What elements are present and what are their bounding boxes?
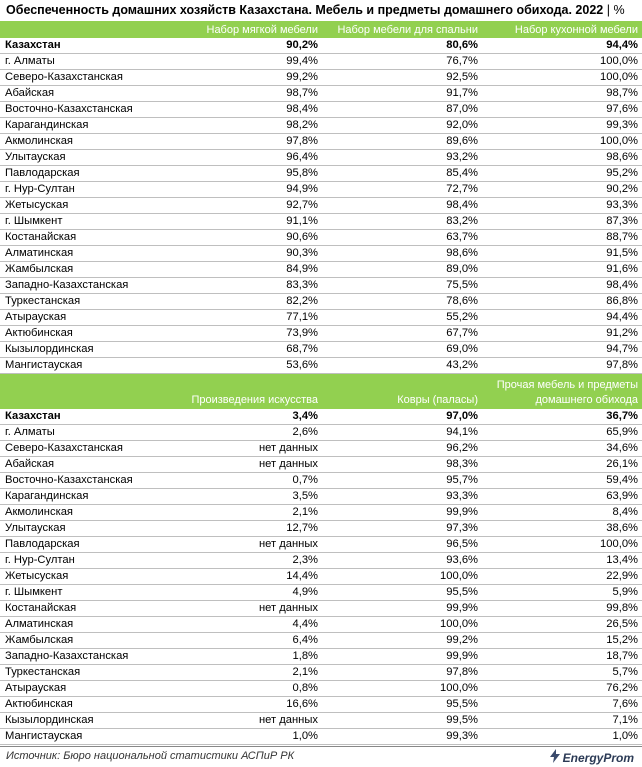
region-cell: Туркестанская: [0, 294, 162, 310]
region-cell: Атырауская: [0, 310, 162, 326]
value-cell: 15,2%: [482, 633, 642, 649]
region-cell: Абайская: [0, 86, 162, 102]
region-cell: Атырауская: [0, 681, 162, 697]
value-cell: 98,4%: [322, 198, 482, 214]
value-cell: 92,7%: [162, 198, 322, 214]
value-cell: 34,6%: [482, 441, 642, 457]
value-cell: 76,7%: [322, 54, 482, 70]
value-cell: 53,6%: [162, 358, 322, 374]
value-cell: 87,0%: [322, 102, 482, 118]
value-cell: 76,2%: [482, 681, 642, 697]
value-cell: 86,8%: [482, 294, 642, 310]
table-row: [0, 649, 642, 665]
table-row: [0, 198, 642, 214]
table-row: [0, 278, 642, 294]
table-row: [0, 521, 642, 537]
furniture-table-2: [0, 374, 642, 745]
region-cell: г. Нур-Султан: [0, 182, 162, 198]
region-cell: Казахстан: [0, 409, 162, 425]
value-cell: 93,2%: [322, 150, 482, 166]
region-cell: Кызылординская: [0, 342, 162, 358]
table-row-total: [0, 409, 642, 425]
value-cell: 98,7%: [482, 86, 642, 102]
value-cell: 100,0%: [322, 681, 482, 697]
region-cell: Костанайская: [0, 601, 162, 617]
value-cell: 99,9%: [322, 505, 482, 521]
region-cell: Мангистауская: [0, 729, 162, 745]
value-cell: 90,2%: [162, 38, 322, 54]
value-cell: 85,4%: [322, 166, 482, 182]
value-cell: 98,2%: [162, 118, 322, 134]
value-cell: 84,9%: [162, 262, 322, 278]
value-cell: 65,9%: [482, 425, 642, 441]
value-cell: 26,5%: [482, 617, 642, 633]
value-cell: 94,1%: [322, 425, 482, 441]
table-row: [0, 489, 642, 505]
table-row: [0, 729, 642, 745]
value-cell: 2,3%: [162, 553, 322, 569]
source-note: Источник: Бюро национальной статистики АСПиР РК: [6, 750, 295, 762]
table-row: [0, 473, 642, 489]
region-cell: Алматинская: [0, 617, 162, 633]
table-row: [0, 54, 642, 70]
region-cell: Жетысуская: [0, 198, 162, 214]
value-cell: 92,0%: [322, 118, 482, 134]
page-title: [0, 0, 642, 21]
value-cell: 95,5%: [322, 697, 482, 713]
value-cell: 97,8%: [162, 134, 322, 150]
value-cell: 91,7%: [322, 86, 482, 102]
value-cell: 43,2%: [322, 358, 482, 374]
value-cell: 95,7%: [322, 473, 482, 489]
value-cell: 1,8%: [162, 649, 322, 665]
table-row-total: [0, 38, 642, 54]
region-cell: Северо-Казахстанская: [0, 70, 162, 86]
value-cell: 91,2%: [482, 326, 642, 342]
region-cell: г. Алматы: [0, 425, 162, 441]
value-cell: 100,0%: [322, 617, 482, 633]
region-cell: г. Нур-Султан: [0, 553, 162, 569]
value-cell: 63,9%: [482, 489, 642, 505]
table-row: [0, 214, 642, 230]
table-row: [0, 294, 642, 310]
value-cell: 92,5%: [322, 70, 482, 86]
brand-name: EnergyProm: [562, 750, 634, 765]
table1-header-col1: Набор мягкой мебели: [162, 21, 322, 38]
table-row: [0, 358, 642, 374]
region-cell: Восточно-Казахстанская: [0, 473, 162, 489]
value-cell: 100,0%: [482, 537, 642, 553]
value-cell: 95,5%: [322, 585, 482, 601]
value-cell: 6,4%: [162, 633, 322, 649]
table-row: [0, 697, 642, 713]
table-row: [0, 134, 642, 150]
value-cell: 89,0%: [322, 262, 482, 278]
value-cell: 99,3%: [322, 729, 482, 745]
value-cell: 98,4%: [482, 278, 642, 294]
table-row: [0, 246, 642, 262]
value-cell: 89,6%: [322, 134, 482, 150]
title-text: Обеспеченность домашних хозяйств Казахстана. Мебель и предметы домашнего обихода. 2022: [6, 3, 604, 17]
table2-header-col2: Ковры (паласы): [322, 374, 482, 409]
value-cell: 0,7%: [162, 473, 322, 489]
value-cell: 93,3%: [482, 198, 642, 214]
value-cell: нет данных: [162, 457, 322, 473]
region-cell: Карагандинская: [0, 118, 162, 134]
value-cell: 97,3%: [322, 521, 482, 537]
value-cell: 2,1%: [162, 505, 322, 521]
region-cell: Жамбылская: [0, 262, 162, 278]
value-cell: 2,1%: [162, 665, 322, 681]
region-cell: г. Шымкент: [0, 585, 162, 601]
value-cell: 72,7%: [322, 182, 482, 198]
table-row: [0, 150, 642, 166]
value-cell: 97,6%: [482, 102, 642, 118]
table2-header-region: [0, 374, 162, 409]
value-cell: 99,9%: [322, 601, 482, 617]
value-cell: 94,4%: [482, 38, 642, 54]
value-cell: 93,6%: [322, 553, 482, 569]
table-row: [0, 713, 642, 729]
value-cell: 98,6%: [482, 150, 642, 166]
value-cell: 36,7%: [482, 409, 642, 425]
value-cell: 77,1%: [162, 310, 322, 326]
value-cell: 4,4%: [162, 617, 322, 633]
value-cell: 99,3%: [482, 118, 642, 134]
region-cell: Павлодарская: [0, 537, 162, 553]
value-cell: 90,3%: [162, 246, 322, 262]
value-cell: 100,0%: [482, 70, 642, 86]
table-row: [0, 601, 642, 617]
region-cell: Кызылординская: [0, 713, 162, 729]
value-cell: нет данных: [162, 601, 322, 617]
value-cell: 88,7%: [482, 230, 642, 246]
value-cell: 4,9%: [162, 585, 322, 601]
value-cell: 63,7%: [322, 230, 482, 246]
region-cell: Карагандинская: [0, 489, 162, 505]
table-row: [0, 537, 642, 553]
value-cell: 7,6%: [482, 697, 642, 713]
value-cell: 82,2%: [162, 294, 322, 310]
table-row: [0, 166, 642, 182]
table-row: [0, 230, 642, 246]
table-row: [0, 118, 642, 134]
region-cell: Павлодарская: [0, 166, 162, 182]
value-cell: 3,4%: [162, 409, 322, 425]
value-cell: 73,9%: [162, 326, 322, 342]
value-cell: 98,7%: [162, 86, 322, 102]
region-cell: Западно-Казахстанская: [0, 278, 162, 294]
value-cell: 68,7%: [162, 342, 322, 358]
value-cell: 78,6%: [322, 294, 482, 310]
table1-body: [0, 38, 642, 374]
value-cell: нет данных: [162, 537, 322, 553]
value-cell: 95,8%: [162, 166, 322, 182]
value-cell: 7,1%: [482, 713, 642, 729]
value-cell: 83,3%: [162, 278, 322, 294]
value-cell: 95,2%: [482, 166, 642, 182]
region-cell: Костанайская: [0, 230, 162, 246]
region-cell: Алматинская: [0, 246, 162, 262]
value-cell: 94,4%: [482, 310, 642, 326]
value-cell: 1,0%: [162, 729, 322, 745]
value-cell: 96,5%: [322, 537, 482, 553]
value-cell: 5,9%: [482, 585, 642, 601]
value-cell: 94,9%: [162, 182, 322, 198]
region-cell: Улытауская: [0, 521, 162, 537]
value-cell: 22,9%: [482, 569, 642, 585]
value-cell: 67,7%: [322, 326, 482, 342]
value-cell: 5,7%: [482, 665, 642, 681]
table1-header-col2: Набор мебели для спальни: [322, 21, 482, 38]
table1-header-col3: Набор кухонной мебели: [482, 21, 642, 38]
table-row: [0, 86, 642, 102]
table-row: [0, 102, 642, 118]
value-cell: 97,8%: [322, 665, 482, 681]
region-cell: Акмолинская: [0, 134, 162, 150]
value-cell: 80,6%: [322, 38, 482, 54]
table-row: [0, 617, 642, 633]
value-cell: 96,4%: [162, 150, 322, 166]
value-cell: 99,2%: [322, 633, 482, 649]
footer: [0, 746, 642, 767]
value-cell: 98,3%: [322, 457, 482, 473]
value-cell: 38,6%: [482, 521, 642, 537]
region-cell: г. Шымкент: [0, 214, 162, 230]
value-cell: 99,8%: [482, 601, 642, 617]
value-cell: 100,0%: [482, 134, 642, 150]
region-cell: Улытауская: [0, 150, 162, 166]
value-cell: 69,0%: [322, 342, 482, 358]
region-cell: Жамбылская: [0, 633, 162, 649]
value-cell: 59,4%: [482, 473, 642, 489]
table-row: [0, 441, 642, 457]
brand-logo: [549, 749, 634, 766]
value-cell: 100,0%: [482, 54, 642, 70]
title-unit: | %: [606, 3, 625, 17]
table-row: [0, 182, 642, 198]
table-row: [0, 310, 642, 326]
region-cell: Жетысуская: [0, 569, 162, 585]
table-row: [0, 585, 642, 601]
region-cell: Актюбинская: [0, 697, 162, 713]
region-cell: г. Алматы: [0, 54, 162, 70]
region-cell: Акмолинская: [0, 505, 162, 521]
value-cell: 3,5%: [162, 489, 322, 505]
table2-body: [0, 409, 642, 745]
value-cell: 87,3%: [482, 214, 642, 230]
region-cell: Мангистауская: [0, 358, 162, 374]
value-cell: 97,0%: [322, 409, 482, 425]
region-cell: Северо-Казахстанская: [0, 441, 162, 457]
furniture-table-1: [0, 21, 642, 374]
value-cell: 93,3%: [322, 489, 482, 505]
table-row: [0, 553, 642, 569]
table-row: [0, 505, 642, 521]
value-cell: 91,6%: [482, 262, 642, 278]
region-cell: Абайская: [0, 457, 162, 473]
table1-header-region: [0, 21, 162, 38]
value-cell: 99,4%: [162, 54, 322, 70]
value-cell: 96,2%: [322, 441, 482, 457]
value-cell: 0,8%: [162, 681, 322, 697]
value-cell: 90,6%: [162, 230, 322, 246]
table-row: [0, 342, 642, 358]
value-cell: 8,4%: [482, 505, 642, 521]
value-cell: 26,1%: [482, 457, 642, 473]
value-cell: 16,6%: [162, 697, 322, 713]
value-cell: 90,2%: [482, 182, 642, 198]
value-cell: 75,5%: [322, 278, 482, 294]
table-row: [0, 681, 642, 697]
region-cell: Туркестанская: [0, 665, 162, 681]
table-row: [0, 326, 642, 342]
table-row: [0, 457, 642, 473]
region-cell: Казахстан: [0, 38, 162, 54]
value-cell: 2,6%: [162, 425, 322, 441]
value-cell: нет данных: [162, 713, 322, 729]
table-row: [0, 665, 642, 681]
value-cell: 94,7%: [482, 342, 642, 358]
value-cell: нет данных: [162, 441, 322, 457]
region-cell: Восточно-Казахстанская: [0, 102, 162, 118]
table-row: [0, 70, 642, 86]
value-cell: 97,8%: [482, 358, 642, 374]
table-row: [0, 425, 642, 441]
value-cell: 13,4%: [482, 553, 642, 569]
table1-header-row: [0, 21, 642, 38]
region-cell: Актюбинская: [0, 326, 162, 342]
value-cell: 99,2%: [162, 70, 322, 86]
table2-header-col1: Произведения искусства: [162, 374, 322, 409]
value-cell: 99,5%: [322, 713, 482, 729]
table-row: [0, 633, 642, 649]
value-cell: 98,4%: [162, 102, 322, 118]
table-row: [0, 569, 642, 585]
value-cell: 14,4%: [162, 569, 322, 585]
value-cell: 1,0%: [482, 729, 642, 745]
value-cell: 91,5%: [482, 246, 642, 262]
value-cell: 83,2%: [322, 214, 482, 230]
region-cell: Западно-Казахстанская: [0, 649, 162, 665]
bolt-logo-icon: [549, 749, 561, 766]
value-cell: 98,6%: [322, 246, 482, 262]
value-cell: 100,0%: [322, 569, 482, 585]
value-cell: 55,2%: [322, 310, 482, 326]
value-cell: 91,1%: [162, 214, 322, 230]
value-cell: 12,7%: [162, 521, 322, 537]
value-cell: 18,7%: [482, 649, 642, 665]
table2-header-col3: Прочая мебель и предметы домашнего обихода: [482, 374, 642, 409]
value-cell: 99,9%: [322, 649, 482, 665]
table-row: [0, 262, 642, 278]
table2-header-row: [0, 374, 642, 409]
